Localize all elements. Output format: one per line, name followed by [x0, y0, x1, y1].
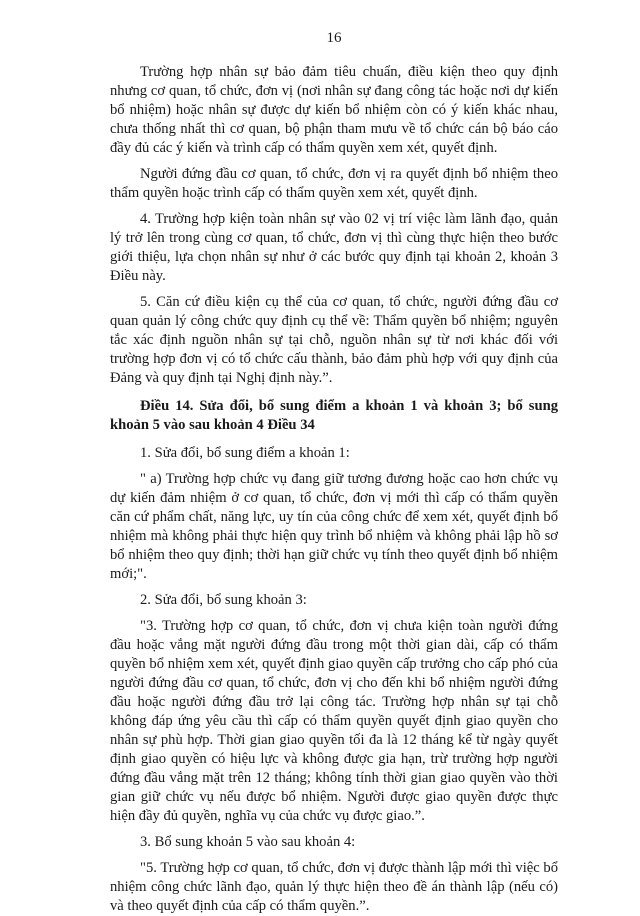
paragraph-clause-5: 5. Căn cứ điều kiện cụ thể của cơ quan, tổ chức, người đứng đầu cơ quan quản lý công chức quy định cụ thể về: Thẩm quyền bổ nhiệm; nguyên tắc xác định nguồn nhân sự tại chỗ, nguồn nhân sự từ nơi khác đối với trường hợp đơn vị có tổ chức cấu thành, bảo đảm phù hợp với quy định của Đảng và quy định tại Nghị định này.”. — [110, 294, 558, 386]
paragraph-amend-clause-3: 2. Sửa đổi, bổ sung khoản 3: — [140, 592, 307, 608]
paragraph-amend-point-a: 1. Sửa đổi, bổ sung điểm a khoản 1: — [140, 445, 350, 461]
paragraph-clause-5-text: "5. Trường hợp cơ quan, tổ chức, đơn vị được thành lập mới thì việc bổ nhiệm công chức lãnh đạo, quản lý thực hiện theo đề án thành lập (nếu có) và theo quyết định của cấp có thẩm quyền.”. — [110, 860, 558, 914]
article-14-heading: Điều 14. Sửa đổi, bổ sung điểm a khoản 1 và khoản 3; bổ sung khoản 5 vào sau khoản 4 Điều 34 — [110, 398, 558, 433]
paragraph-clause-4: 4. Trường hợp kiện toàn nhân sự vào 02 vị trí việc làm lãnh đạo, quản lý trở lên trong cùng cơ quan, tổ chức, đơn vị thì cùng thực hiện theo bước giới thiệu, lựa chọn nhân sự như ở các bước quy định tại khoản 2, khoản 3 Điều này. — [110, 211, 558, 284]
page-number: 16 — [326, 30, 342, 46]
paragraph-head-decision: Người đứng đầu cơ quan, tổ chức, đơn vị ra quyết định bổ nhiệm theo thẩm quyền hoặc trình cấp có thẩm quyền xem xét, quyết định. — [110, 166, 558, 201]
paragraph-clause-3-text: "3. Trường hợp cơ quan, tổ chức, đơn vị chưa kiện toàn người đứng đầu hoặc vắng mặt người đứng đầu trong một thời gian dài, cấp có thẩm quyền bổ nhiệm xem xét, quyết định giao quyền cấp trưởng cho cấp phó của người đứng đầu cơ quan, tổ chức, đơn vị cho đến khi bổ nhiệm người đứng đầu hoặc người đứng đầu trở lại công tác. Trường hợp nhân sự tại chỗ không đáp ứng yêu cầu thì cấp có thẩm quyền quyết định giao quyền cho nhân sự phù hợp. Thời gian giao quyền tối đa là 12 tháng kể từ ngày quyết định giao quyền có hiệu lực và không được gia hạn, trừ trường hợp người đứng đầu vắng mặt trên 12 tháng; không tính thời gian giao quyền vào thời gian giữ chức vụ nếu được bổ nhiệm. Người được giao quyền được thực hiện đầy đủ quyền, nghĩa vụ của chức vụ được giao.”. — [110, 618, 558, 824]
paragraph-personnel-disagreement: Trường hợp nhân sự bảo đảm tiêu chuẩn, điều kiện theo quy định nhưng cơ quan, tổ chức, đơn vị (nơi nhân sự đang công tác hoặc nơi dự kiến bổ nhiệm) hoặc nhân sự được dự kiến bổ nhiệm còn có ý kiến khác nhau, chưa thống nhất thì cơ quan, bộ phận tham mưu về tổ chức cán bộ báo cáo đầy đủ các ý kiến và trình cấp có thẩm quyền xem xét, quyết định. — [110, 64, 558, 156]
paragraph-add-clause-5: 3. Bổ sung khoản 5 vào sau khoản 4: — [140, 834, 356, 850]
paragraph-point-a-text: " a) Trường hợp chức vụ đang giữ tương đương hoặc cao hơn chức vụ dự kiến đảm nhiệm ở cơ quan, tổ chức, đơn vị mới thì cấp có thẩm quyền căn cứ phẩm chất, năng lực, uy tín của công chức để xem xét, quyết định bổ nhiệm mà không phải thực hiện quy trình bổ nhiệm và không phải lập hồ sơ bổ nhiệm theo quy định; thời hạn giữ chức vụ tính theo quyết định bổ nhiệm mới;". — [110, 471, 558, 582]
